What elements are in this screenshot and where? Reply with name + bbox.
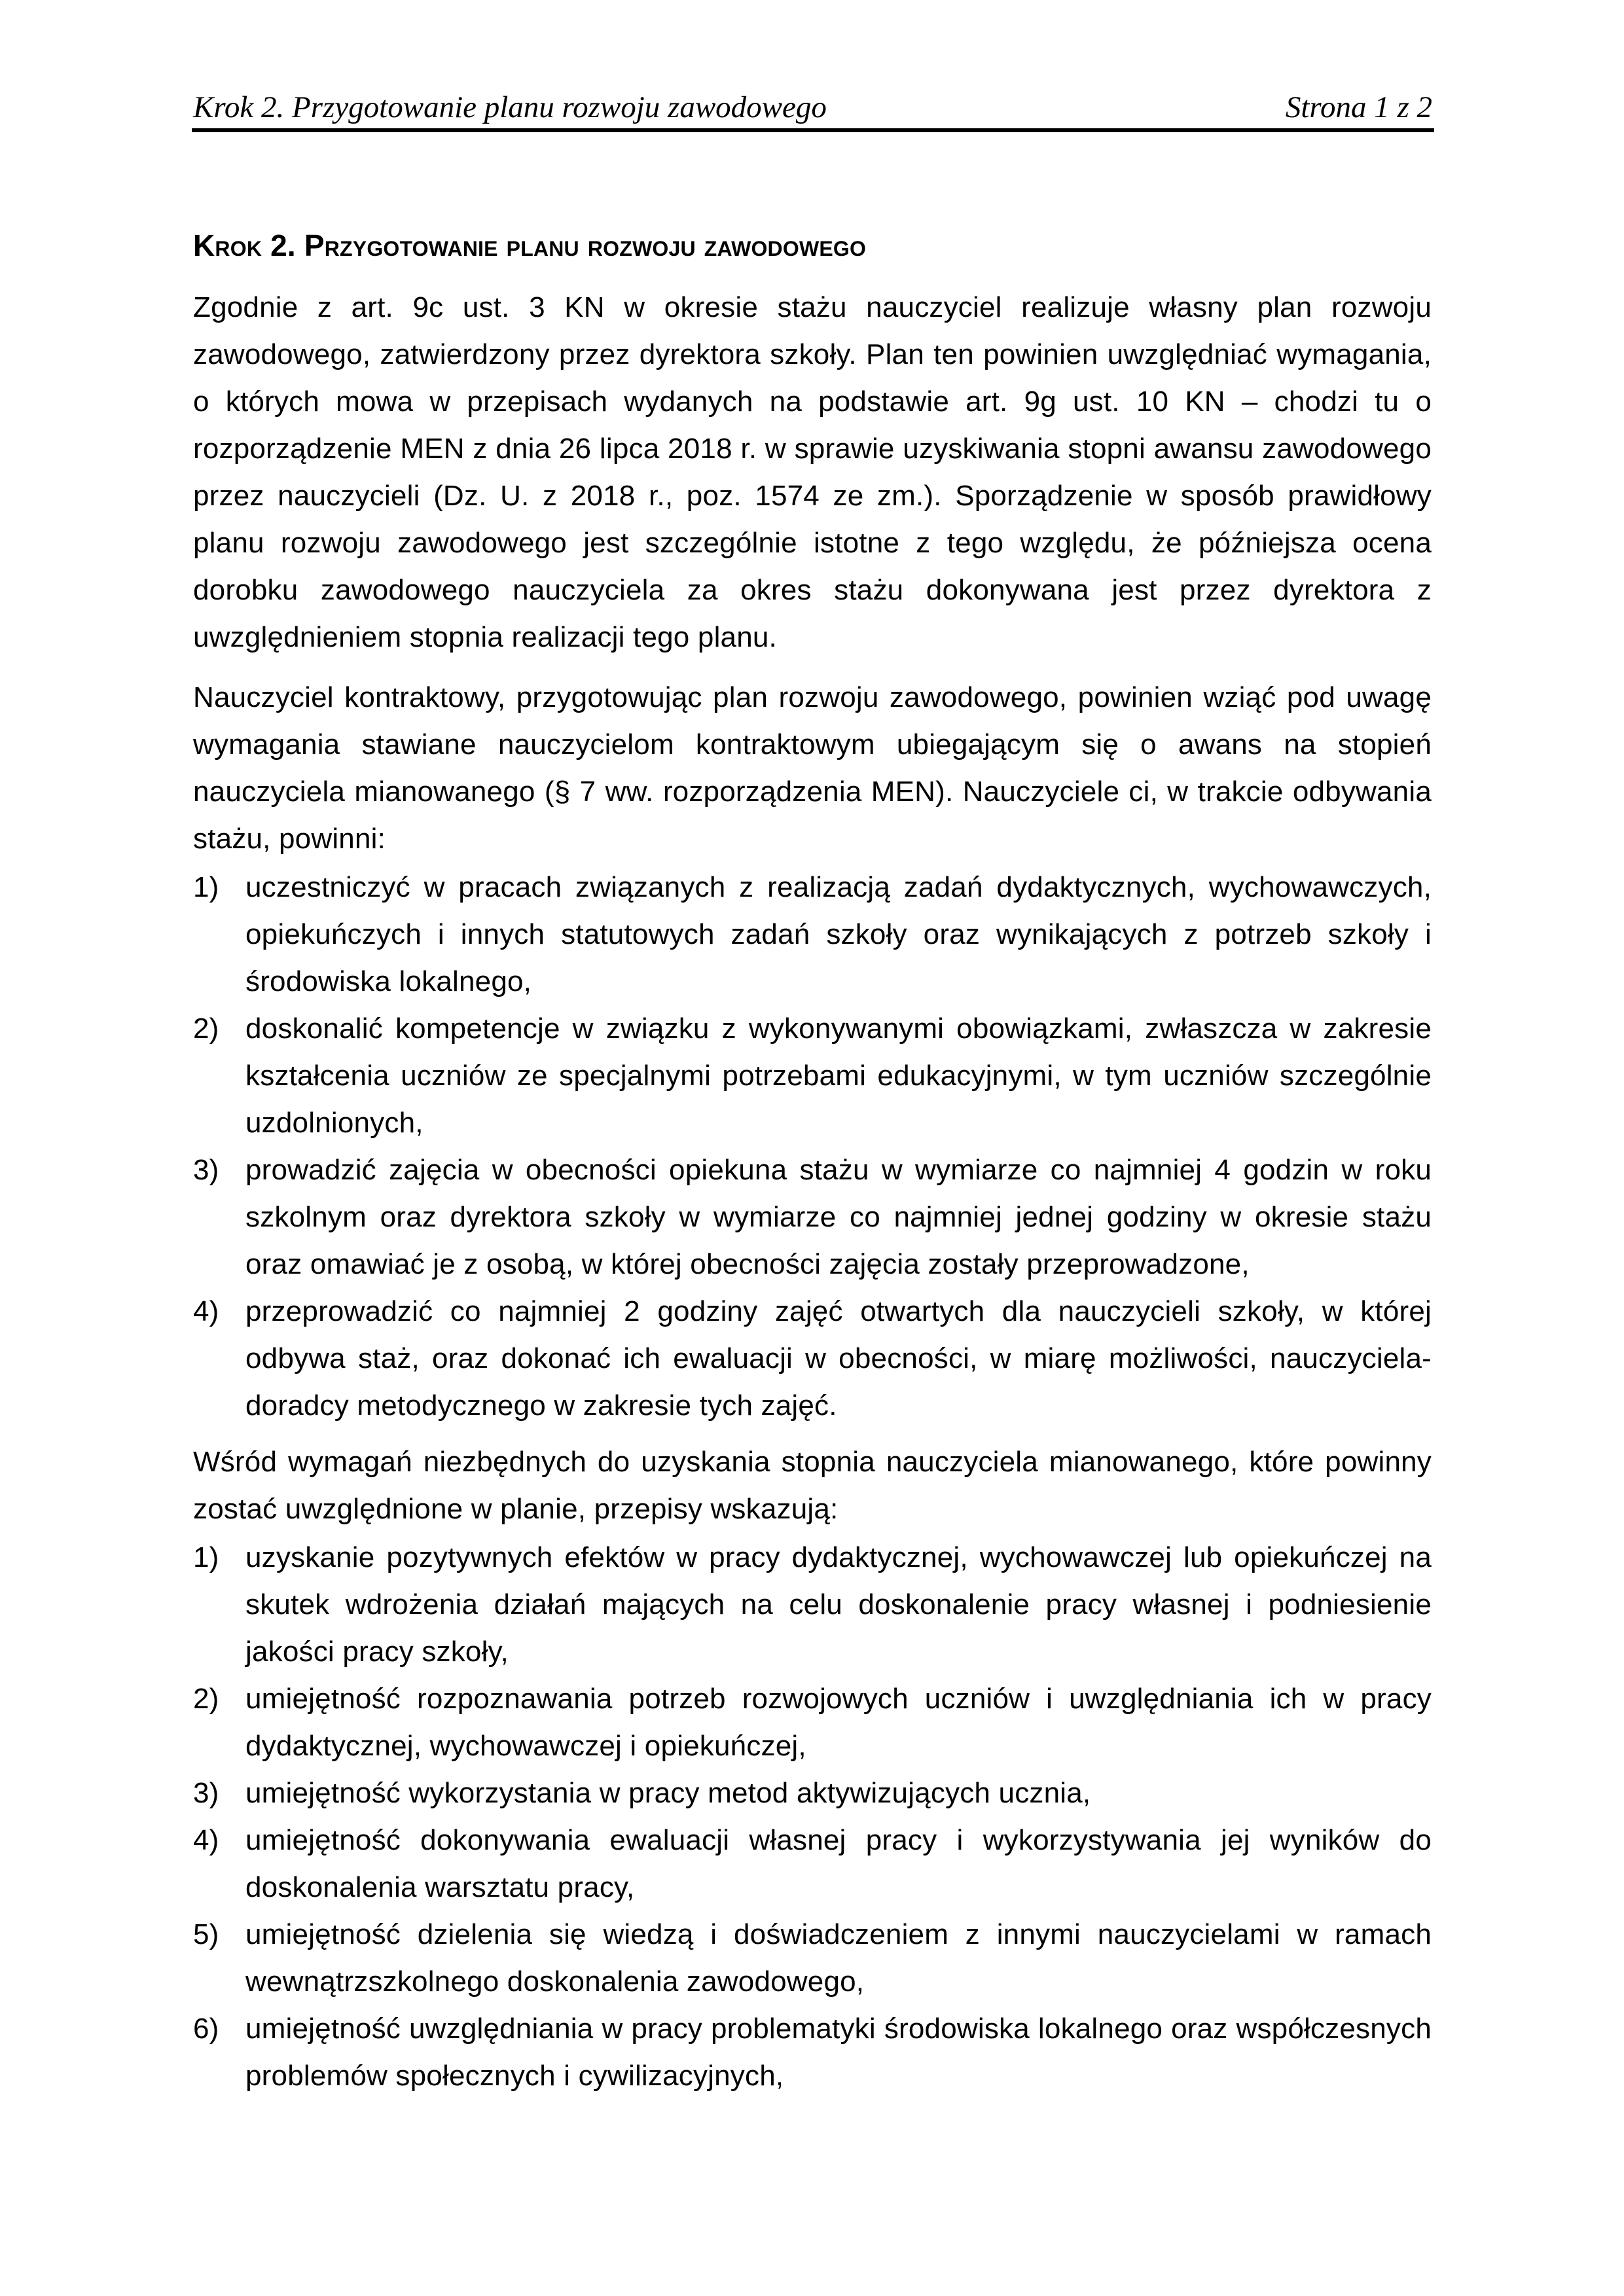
list-item bbox=[193, 864, 1432, 1005]
list-item-text: umiejętność rozpoznawania potrzeb rozwojowych uczniów i uwzględniania ich w pracy dydaktycznej, wychowawczej i opiekuńczej, bbox=[245, 1683, 1432, 1762]
section-heading: Krok 2. Przygotowanie planu rozwoju zawodowego bbox=[193, 228, 867, 262]
list-item-text: umiejętność wykorzystania w pracy metod aktywizujących ucznia, bbox=[245, 1777, 1091, 1809]
list-item bbox=[193, 1147, 1432, 1288]
document-content bbox=[193, 225, 1432, 2100]
list-item-marker: 5) bbox=[193, 1918, 219, 1950]
list-item-text: prowadzić zajęcia w obecności opiekuna stażu w wymiarze co najmniej 4 godzin w roku szkolnym oraz dyrektora szkoły w wymiarze co najmniej jednej godziny w okresie stażu oraz omawiać je z osobą, w której obecności zajęcia zostały przeprowadzone, bbox=[245, 1154, 1432, 1280]
header-running-title: Krok 2. Przygotowanie planu rozwoju zawodowego bbox=[193, 90, 827, 124]
list-item bbox=[193, 1534, 1432, 1676]
list-item bbox=[193, 2005, 1432, 2100]
header-rule bbox=[192, 128, 1434, 132]
list-item bbox=[193, 1770, 1432, 1817]
list-item-text: uzyskanie pozytywnych efektów w pracy dydaktycznej, wychowawczej lub opiekuńczej na skutek wdrożenia działań mających na celu doskonalenie pracy własnej i podniesienie jakości pracy szkoły, bbox=[245, 1541, 1432, 1668]
paragraph-contract-teacher: Nauczyciel kontraktowy, przygotowując plan rozwoju zawodowego, powinien wziąć pod uwagę wymagania stawiane nauczycielom kontraktowym ubiegającym się o awans na stopień nauczyciela mianowanego (§ 7 ww. rozporządzenia MEN). Nauczyciele ci, w trakcie odbywania stażu, powinni: bbox=[193, 681, 1432, 855]
list-item bbox=[193, 1911, 1432, 2005]
list-item-text: umiejętność uwzględniania w pracy problematyki środowiska lokalnego oraz współczesnych problemów społecznych i cywilizacyjnych, bbox=[245, 2013, 1432, 2092]
list-item bbox=[193, 1676, 1432, 1770]
list-item-marker: 6) bbox=[193, 2013, 219, 2045]
list-item-marker: 4) bbox=[193, 1295, 219, 1327]
list-item-text: umiejętność dzielenia się wiedzą i doświadczeniem z innymi nauczycielami w ramach wewnątrzszkolnego doskonalenia zawodowego, bbox=[245, 1918, 1432, 1998]
list-item bbox=[193, 1817, 1432, 1911]
list-item-marker: 4) bbox=[193, 1824, 219, 1856]
list-item-text: przeprowadzić co najmniej 2 godziny zajęć otwartych dla nauczycieli szkoły, w której odbywa staż, oraz dokonać ich ewaluacji w obecności, w miarę możliwości, nauczyciela-doradcy metodycznego w zakresie tych zajęć. bbox=[245, 1295, 1432, 1422]
list-item-marker: 2) bbox=[193, 1683, 219, 1715]
paragraph-requirements-intro: Wśród wymagań niezbędnych do uzyskania stopnia nauczyciela mianowanego, które powinny zostać uwzględnione w planie, przepisy wskazują: bbox=[193, 1446, 1432, 1525]
numbered-list-requirements bbox=[193, 1534, 1432, 2100]
list-item-marker: 3) bbox=[193, 1154, 219, 1186]
list-item-marker: 3) bbox=[193, 1777, 219, 1809]
list-item-text: umiejętność dokonywania ewaluacji własnej pracy i wykorzystywania jej wyników do doskonalenia warsztatu pracy, bbox=[245, 1824, 1432, 1903]
list-item-marker: 2) bbox=[193, 1013, 219, 1045]
list-item bbox=[193, 1005, 1432, 1147]
list-item-text: doskonalić kompetencje w związku z wykonywanymi obowiązkami, zwłaszcza w zakresie kształcenia uczniów ze specjalnymi potrzebami edukacyjnymi, w tym uczniów szczególnie uzdolnionych, bbox=[245, 1013, 1432, 1139]
list-item bbox=[193, 1288, 1432, 1429]
list-item-marker: 1) bbox=[193, 1541, 219, 1573]
list-item-marker: 1) bbox=[193, 871, 219, 903]
page-header bbox=[193, 90, 1432, 124]
paragraph-intro: Zgodnie z art. 9c ust. 3 KN w okresie stażu nauczyciel realizuje własny plan rozwoju zawodowego, zatwierdzony przez dyrektora szkoły. Plan ten powinien uwzględniać wymagania, o których mowa w przepisach wydanych na podstawie art. 9g ust. 10 KN – chodzi tu o rozporządzenie MEN z dnia 26 lipca 2018 r. w sprawie uzyskiwania stopni awansu zawodowego przez nauczycieli (Dz. U. z 2018 r., poz. 1574 ze zm.). Sporządzenie w sposób prawidłowy planu rozwoju zawodowego jest szczególnie istotne z tego względu, że późniejsza ocena dorobku zawodowego nauczyciela za okres stażu dokonywana jest przez dyrektora z uwzględnieniem stopnia realizacji tego planu. bbox=[193, 291, 1432, 653]
list-item-text: uczestniczyć w pracach związanych z realizacją zadań dydaktycznych, wychowawczych, opiekuńczych i innych statutowych zadań szkoły oraz wynikających z potrzeb szkoły i środowiska lokalnego, bbox=[245, 871, 1432, 997]
numbered-list-staz-duties bbox=[193, 864, 1432, 1429]
header-page-number: Strona 1 z 2 bbox=[1285, 90, 1432, 124]
